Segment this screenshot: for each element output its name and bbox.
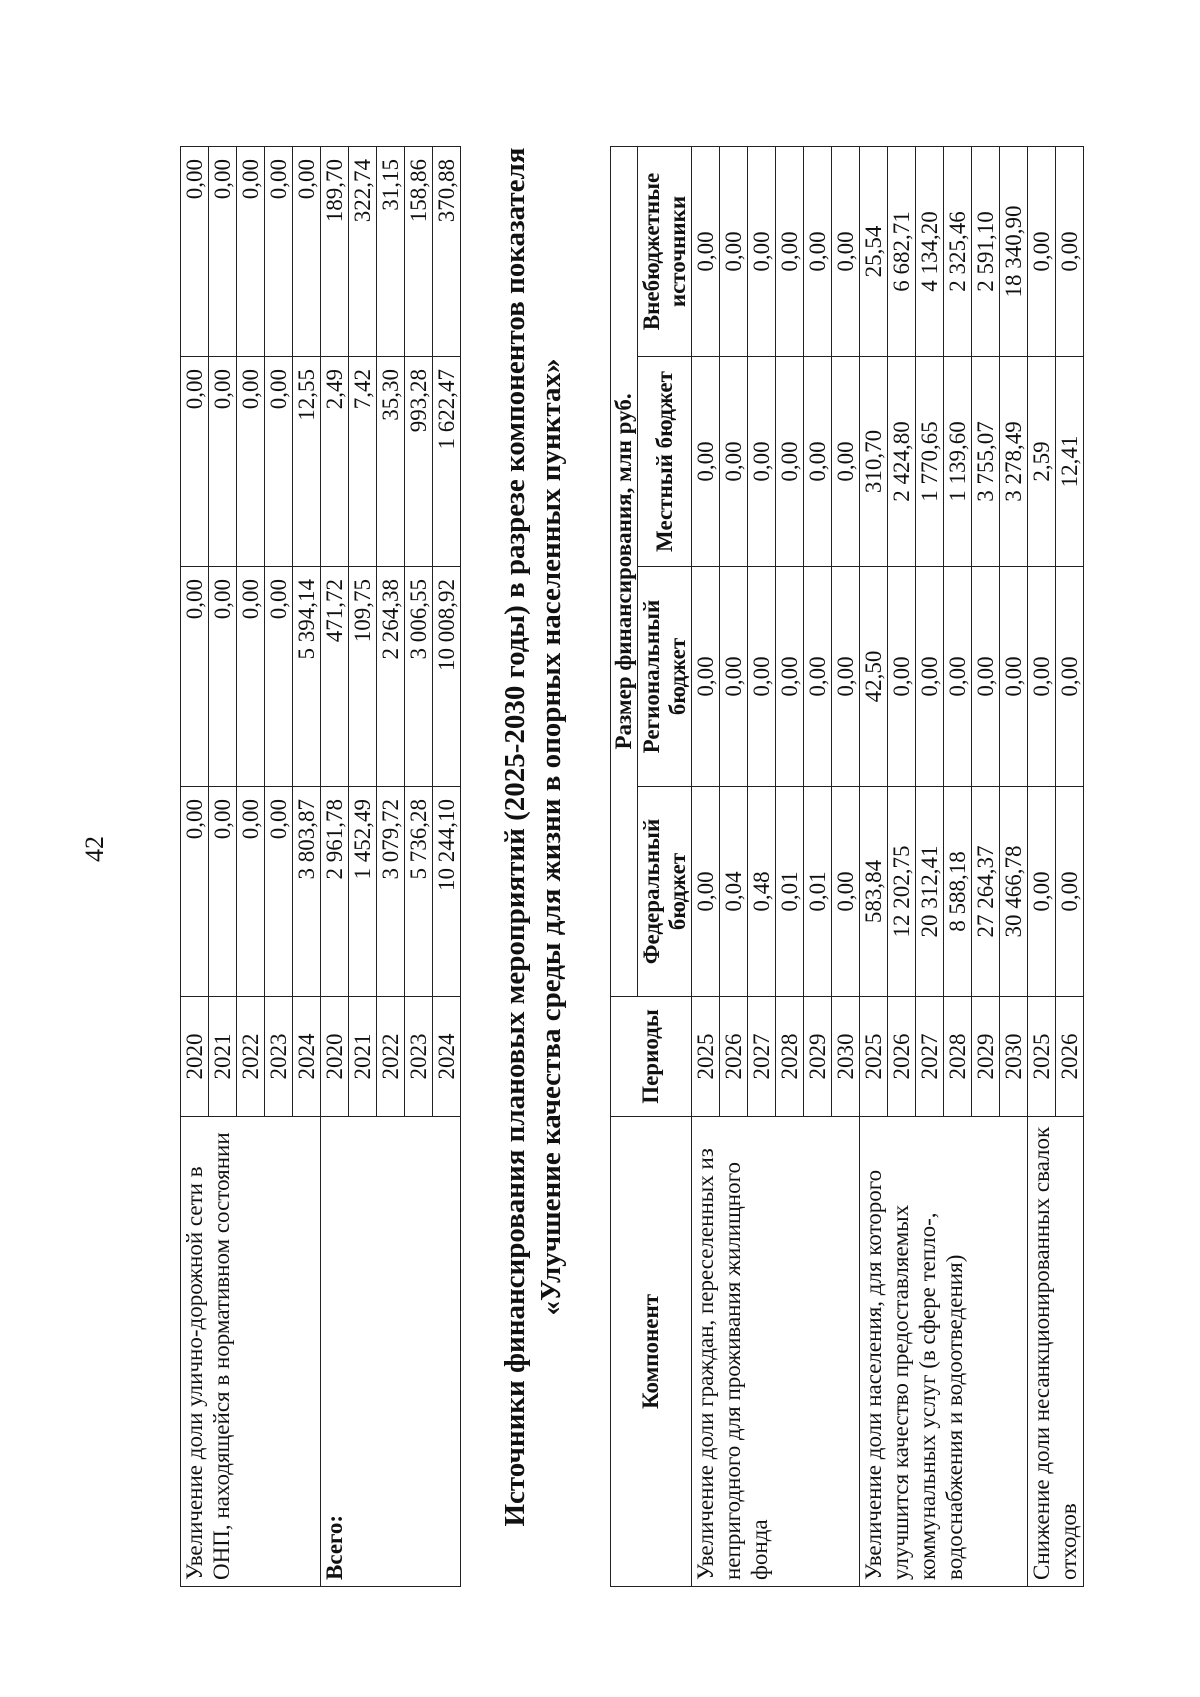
extrabudget-cell: 2 325,46 bbox=[944, 146, 972, 356]
year-cell: 2025 bbox=[692, 997, 720, 1117]
year-cell: 2028 bbox=[776, 997, 804, 1117]
year-cell: 2028 bbox=[944, 997, 972, 1117]
federal-cell: 0,48 bbox=[748, 787, 776, 997]
federal-cell: 583,84 bbox=[860, 787, 888, 997]
header-row bbox=[611, 146, 638, 1586]
component-cell: Снижение доли несанкционированных свалок отходов bbox=[1028, 1117, 1084, 1587]
year-cell: 2020 bbox=[181, 997, 209, 1117]
extrabudget-header: Внебюджетные источники bbox=[638, 146, 692, 356]
extrabudget-cell: 158,86 bbox=[405, 147, 433, 357]
periods-header: Периоды bbox=[611, 997, 692, 1117]
federal-cell: 5 736,28 bbox=[405, 787, 433, 997]
regional-cell: 0,00 bbox=[1028, 567, 1056, 787]
regional-cell: 0,00 bbox=[944, 567, 972, 787]
federal-cell: 27 264,37 bbox=[972, 787, 1000, 997]
local-cell: 12,41 bbox=[1056, 357, 1084, 567]
extrabudget-cell: 322,74 bbox=[349, 147, 377, 357]
funding-group-header: Размер финансирования, млн руб. bbox=[611, 146, 638, 996]
regional-cell: 0,00 bbox=[832, 567, 860, 787]
extrabudget-cell: 0,00 bbox=[237, 147, 265, 357]
federal-cell: 3 803,87 bbox=[293, 787, 321, 997]
federal-cell: 0,00 bbox=[181, 787, 209, 997]
extrabudget-cell: 0,00 bbox=[832, 146, 860, 356]
year-cell: 2023 bbox=[265, 997, 293, 1117]
year-cell: 2026 bbox=[888, 997, 916, 1117]
local-cell: 12,55 bbox=[293, 357, 321, 567]
regional-cell: 0,00 bbox=[1056, 567, 1084, 787]
regional-cell: 109,75 bbox=[349, 567, 377, 787]
table-row bbox=[321, 147, 349, 1587]
federal-cell: 0,00 bbox=[1056, 787, 1084, 997]
extrabudget-cell: 370,88 bbox=[433, 147, 461, 357]
year-cell: 2030 bbox=[832, 997, 860, 1117]
federal-cell: 0,00 bbox=[1028, 787, 1056, 997]
funding-sources-table bbox=[610, 146, 1084, 1587]
regional-cell: 0,00 bbox=[748, 567, 776, 787]
local-cell: 35,30 bbox=[377, 357, 405, 567]
section-subtitle: «Улучшение качества среды для жизни в опорных населенных пунктах» bbox=[535, 358, 567, 1316]
year-cell: 2027 bbox=[916, 997, 944, 1117]
regional-cell: 0,00 bbox=[265, 567, 293, 787]
local-cell: 0,00 bbox=[720, 357, 748, 567]
local-cell: 0,00 bbox=[692, 357, 720, 567]
year-cell: 2027 bbox=[748, 997, 776, 1117]
local-cell: 0,00 bbox=[265, 357, 293, 567]
extrabudget-cell: 18 340,90 bbox=[1000, 146, 1028, 356]
regional-cell: 0,00 bbox=[181, 567, 209, 787]
federal-cell: 1 452,49 bbox=[349, 787, 377, 997]
local-cell: 3 278,49 bbox=[1000, 357, 1028, 567]
local-header: Местный бюджет bbox=[638, 357, 692, 567]
year-cell: 2022 bbox=[237, 997, 265, 1117]
federal-cell: 8 588,18 bbox=[944, 787, 972, 997]
federal-header: Федеральный бюджет bbox=[638, 787, 692, 997]
federal-cell: 0,01 bbox=[776, 787, 804, 997]
year-cell: 2025 bbox=[860, 997, 888, 1117]
extrabudget-cell: 0,00 bbox=[181, 147, 209, 357]
extrabudget-cell: 0,00 bbox=[692, 146, 720, 356]
federal-cell: 0,00 bbox=[209, 787, 237, 997]
federal-cell: 0,00 bbox=[692, 787, 720, 997]
extrabudget-cell: 31,15 bbox=[377, 147, 405, 357]
local-cell: 993,28 bbox=[405, 357, 433, 567]
year-cell: 2026 bbox=[720, 997, 748, 1117]
regional-cell: 471,72 bbox=[321, 567, 349, 787]
year-cell: 2021 bbox=[209, 997, 237, 1117]
regional-cell: 10 008,92 bbox=[433, 567, 461, 787]
extrabudget-cell: 6 682,71 bbox=[888, 146, 916, 356]
component-header: Компонент bbox=[611, 1117, 692, 1587]
federal-cell: 3 079,72 bbox=[377, 787, 405, 997]
table-row bbox=[181, 147, 209, 1587]
extrabudget-cell: 0,00 bbox=[776, 146, 804, 356]
regional-cell: 0,00 bbox=[1000, 567, 1028, 787]
year-cell: 2029 bbox=[804, 997, 832, 1117]
year-cell: 2024 bbox=[293, 997, 321, 1117]
table-row bbox=[1028, 146, 1056, 1586]
regional-cell: 0,00 bbox=[237, 567, 265, 787]
federal-cell: 20 312,41 bbox=[916, 787, 944, 997]
year-cell: 2024 bbox=[433, 997, 461, 1117]
local-cell: 0,00 bbox=[748, 357, 776, 567]
federal-cell: 10 244,10 bbox=[433, 787, 461, 997]
regional-cell: 0,00 bbox=[916, 567, 944, 787]
regional-cell: 3 006,55 bbox=[405, 567, 433, 787]
local-cell: 2,59 bbox=[1028, 357, 1056, 567]
year-cell: 2021 bbox=[349, 997, 377, 1117]
year-cell: 2030 bbox=[1000, 997, 1028, 1117]
local-cell: 3 755,07 bbox=[972, 357, 1000, 567]
year-cell: 2022 bbox=[377, 997, 405, 1117]
federal-cell: 0,04 bbox=[720, 787, 748, 997]
total-label: Всего: bbox=[321, 1117, 461, 1587]
extrabudget-cell: 0,00 bbox=[804, 146, 832, 356]
federal-cell: 0,00 bbox=[832, 787, 860, 997]
local-cell: 310,70 bbox=[860, 357, 888, 567]
year-cell: 2020 bbox=[321, 997, 349, 1117]
year-cell: 2029 bbox=[972, 997, 1000, 1117]
regional-cell: 0,00 bbox=[776, 567, 804, 787]
extrabudget-cell: 0,00 bbox=[748, 146, 776, 356]
component-cell: Увеличение доли граждан, переселенных из непригодного для проживания жилищного фонда bbox=[692, 1117, 860, 1587]
regional-cell: 0,00 bbox=[888, 567, 916, 787]
component-cell: Увеличение доли населения, для которого улучшится качество предоставляемых коммунальных услуг (в сфере тепло-, водоснабжения и водоотведения) bbox=[860, 1117, 1028, 1587]
extrabudget-cell: 0,00 bbox=[1028, 146, 1056, 356]
local-cell: 0,00 bbox=[804, 357, 832, 567]
federal-cell: 0,00 bbox=[237, 787, 265, 997]
table-row bbox=[860, 146, 888, 1586]
regional-cell: 0,00 bbox=[692, 567, 720, 787]
local-cell: 1 770,65 bbox=[916, 357, 944, 567]
local-cell: 1 622,47 bbox=[433, 357, 461, 567]
section-title: Источники финансирования плановых мероприятий (2025-2030 годы) в разрезе компонентов показателя bbox=[499, 147, 531, 1527]
local-cell: 2,49 bbox=[321, 357, 349, 567]
page-number: 42 bbox=[80, 836, 109, 862]
regional-cell: 0,00 bbox=[720, 567, 748, 787]
extrabudget-cell: 0,00 bbox=[1056, 146, 1084, 356]
local-cell: 0,00 bbox=[237, 357, 265, 567]
extrabudget-cell: 0,00 bbox=[720, 146, 748, 356]
federal-cell: 30 466,78 bbox=[1000, 787, 1028, 997]
regional-cell: 0,00 bbox=[209, 567, 237, 787]
federal-cell: 2 961,78 bbox=[321, 787, 349, 997]
federal-cell: 12 202,75 bbox=[888, 787, 916, 997]
regional-cell: 2 264,38 bbox=[377, 567, 405, 787]
extrabudget-cell: 4 134,20 bbox=[916, 146, 944, 356]
regional-cell: 5 394,14 bbox=[293, 567, 321, 787]
regional-cell: 42,50 bbox=[860, 567, 888, 787]
year-cell: 2026 bbox=[1056, 997, 1084, 1117]
regional-cell: 0,00 bbox=[972, 567, 1000, 787]
federal-cell: 0,01 bbox=[804, 787, 832, 997]
table-row bbox=[692, 146, 720, 1586]
year-cell: 2025 bbox=[1028, 997, 1056, 1117]
extrabudget-cell: 0,00 bbox=[209, 147, 237, 357]
extrabudget-cell: 25,54 bbox=[860, 146, 888, 356]
funding-table-continued bbox=[180, 146, 461, 1587]
regional-header: Региональный бюджет bbox=[638, 567, 692, 787]
year-cell: 2023 bbox=[405, 997, 433, 1117]
extrabudget-cell: 0,00 bbox=[293, 147, 321, 357]
local-cell: 0,00 bbox=[832, 357, 860, 567]
local-cell: 0,00 bbox=[209, 357, 237, 567]
local-cell: 7,42 bbox=[349, 357, 377, 567]
local-cell: 2 424,80 bbox=[888, 357, 916, 567]
local-cell: 1 139,60 bbox=[944, 357, 972, 567]
regional-cell: 0,00 bbox=[804, 567, 832, 787]
row-label: Увеличение доли улично-дорожной сети в ОНП, находящейся в нормативном состоянии bbox=[181, 1117, 321, 1587]
extrabudget-cell: 189,70 bbox=[321, 147, 349, 357]
extrabudget-cell: 0,00 bbox=[265, 147, 293, 357]
federal-cell: 0,00 bbox=[265, 787, 293, 997]
local-cell: 0,00 bbox=[181, 357, 209, 567]
extrabudget-cell: 2 591,10 bbox=[972, 146, 1000, 356]
local-cell: 0,00 bbox=[776, 357, 804, 567]
